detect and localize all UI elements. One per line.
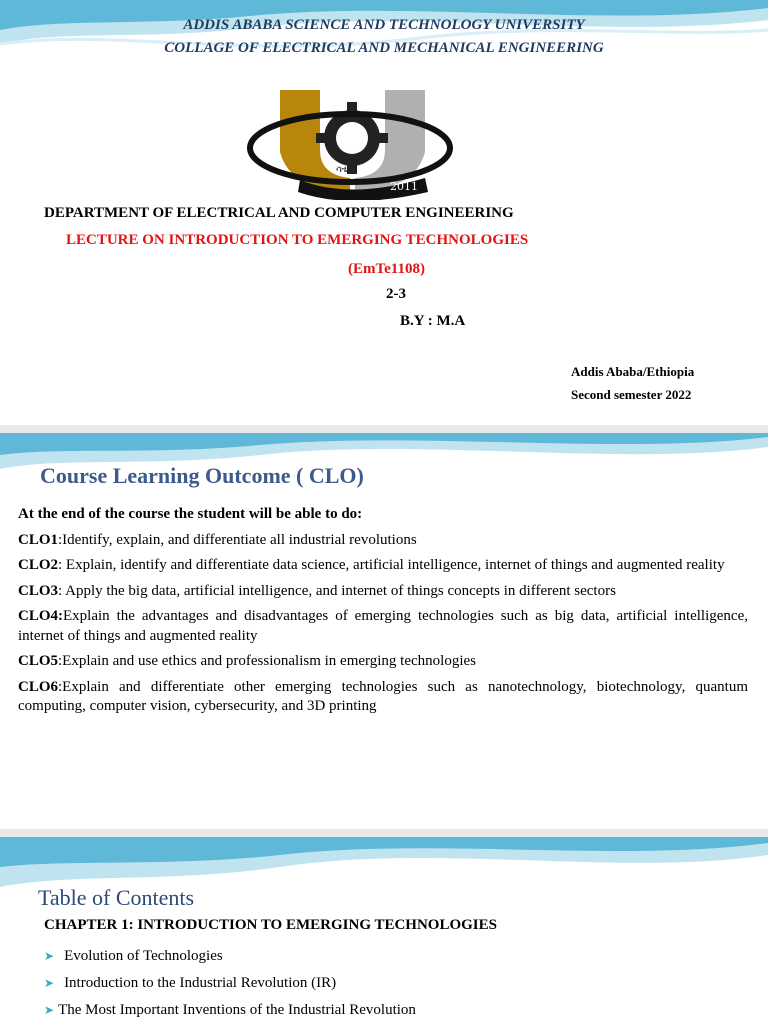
department-name: DEPARTMENT OF ELECTRICAL AND COMPUTER ENGINEERING: [44, 205, 514, 221]
arrow-bullet-icon: ➤: [44, 949, 55, 963]
slide-separator: [0, 425, 768, 433]
title-slide: [0, 0, 768, 425]
logo-year: 2011: [390, 180, 418, 193]
slide-title: Table of Contents: [38, 885, 195, 910]
lecture-number: 2-3: [386, 286, 406, 302]
lecture-title: LECTURE ON INTRODUCTION TO EMERGING TECHNOLOGIES: [66, 232, 529, 248]
list-item: CLO5:Explain and use ethics and professionalism in emerging technologies: [18, 653, 476, 669]
list-item: CLO2: Explain, identify and differentiate data science, artificial intelligence, internet of things and augmented reality: [18, 557, 725, 573]
slide-title: Course Learning Outcome ( CLO): [40, 463, 364, 488]
list-item: ➤ Introduction to the Industrial Revolution (IR): [44, 975, 337, 991]
semester: Second semester 2022: [571, 387, 692, 402]
toc-slide: [0, 837, 768, 1024]
list-item: CLO3: Apply the big data, artificial intelligence, and internet of things concepts in different sectors: [18, 582, 616, 599]
author: B.Y : M.A: [400, 313, 466, 329]
list-item: ➤ The Most Important Inventions of the Industrial Revolution: [44, 1002, 416, 1018]
list-item: ➤ Evolution of Technologies: [44, 948, 223, 964]
college-name: COLLAGE OF ELECTRICAL AND MECHANICAL ENGINEERING: [164, 40, 604, 56]
list-item: CLO1:Identify, explain, and differentiate all industrial revolutions: [18, 531, 417, 548]
clo-slide: [0, 433, 768, 829]
university-name: ADDIS ABABA SCIENCE AND TECHNOLOGY UNIVERSITY: [183, 17, 585, 33]
arrow-bullet-icon: ➤: [44, 1003, 55, 1017]
arrow-bullet-icon: ➤: [44, 976, 55, 990]
list-item: CLO6:Explain and differentiate other emerging technologies such as nanotechnology, biotechnology, quantum computing, computer vision, cybersecurity, and 3D printing: [18, 678, 748, 714]
slide-separator: [0, 829, 768, 837]
clo-lead: At the end of the course the student will be able to do:: [18, 506, 363, 522]
chapter-heading: CHAPTER 1: INTRODUCTION TO EMERGING TECHNOLOGIES: [44, 917, 497, 933]
toc-list: [44, 943, 416, 1024]
logo-script: ሳቴ: [336, 164, 349, 175]
list-item: CLO4:Explain the advantages and disadvantages of emerging technologies such as big data, artificial intelligence, internet of things and augmented reality: [18, 608, 748, 644]
university-logo: [240, 60, 460, 200]
course-code: (EmTe1108): [348, 261, 425, 277]
location: Addis Ababa/Ethiopia: [571, 364, 695, 379]
clo-list: [18, 505, 748, 723]
